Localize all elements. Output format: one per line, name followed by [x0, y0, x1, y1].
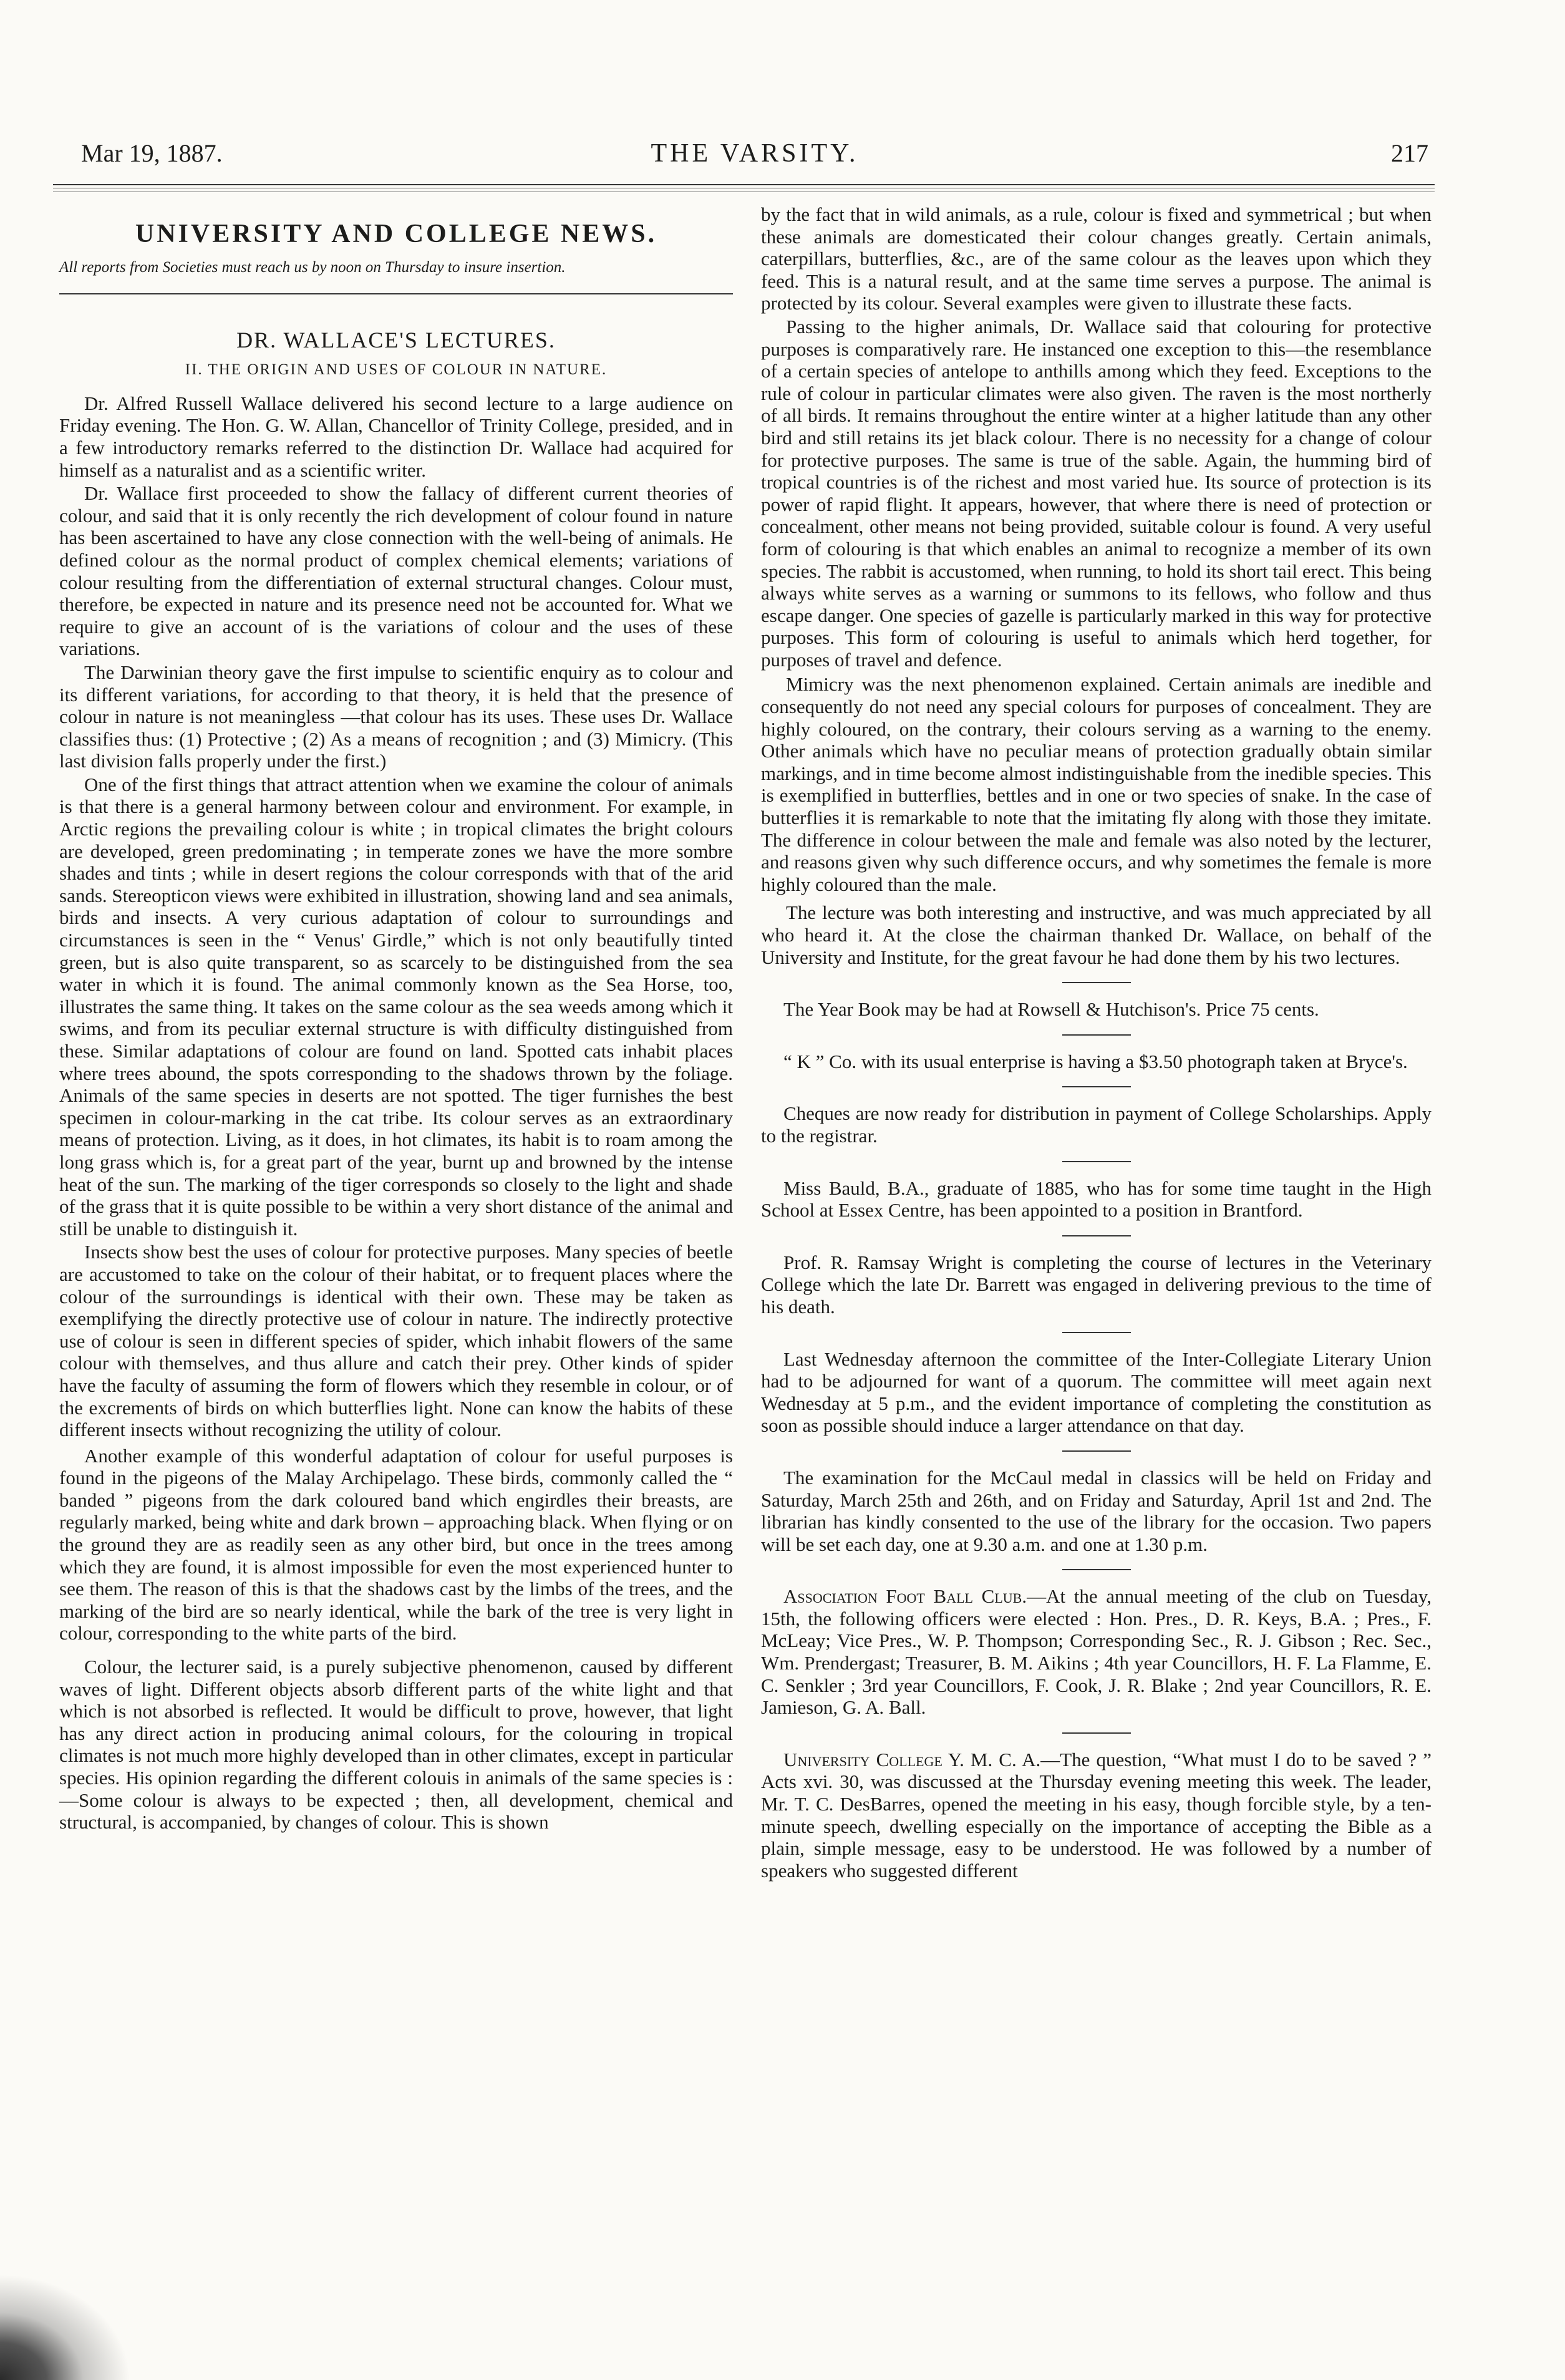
article-paragraph: Another example of this wonderful adaptation of colour for useful purposes is found in the pigeons of the Malay Archipelago. These birds, commonly called the “ banded ” pigeons from the dark coloured band which engirdles their breasts, are regularly marked, being white and dark brown – approaching black. When flying or on the ground they are as readily seen as any other bird, but once in the trees among which they are found, it is almost impossible for even the most experienced hunter to see them. The reason of this is that the shadows cast by the limbs of the trees, and the marking of the bird are so nearly identical, while the bark of the tree is very light in colour, corresponding to the white parts of the bird. — [59, 1444, 733, 1644]
right-column — [761, 203, 1432, 1882]
divider — [1062, 1034, 1131, 1036]
divider — [1062, 1732, 1131, 1734]
divider — [1062, 1569, 1131, 1570]
article-title: DR. WALLACE'S LECTURES. — [236, 327, 556, 352]
divider — [1062, 1235, 1131, 1236]
divider — [1062, 982, 1131, 983]
article-paragraph: The Darwinian theory gave the first impulse to scientific enquiry as to colour and its different variations, for according to that theory, it is held that the presence of colour in nature is not meaningless —that colour has its uses. These uses Dr. Wallace classifies thus: (1) Protective ; (2) As a means of recognition ; and (3) Mimicry. (This last division falls properly under the first.) — [59, 661, 733, 772]
article-paragraph: Mimicry was the next phenomenon explained. Certain animals are inedible and consequently do not need any special colours for purposes of concealment. They are highly coloured, on the contrary, their colours serving as a warning to the enemy. Other animals which have no peculiar means of protection gradually obtain similar markings, and in time become almost indistinguishable from the inedible species. This is exemplified in butterflies, bettles and in one or two species of snake. In the case of butterflies it is remarkable to note that the imitating fly along with those they imitate. The difference in colour between the male and female was also noted by the lecturer, and reasons given why such difference occurs, and why sometimes the female is more highly coloured than the male. — [761, 673, 1432, 895]
ymca-heading: University College Y. M. C. A. — [783, 1748, 1041, 1770]
left-column — [59, 200, 733, 1834]
news-item: Last Wednesday afternoon the committee of the Inter-Collegiate Literary Union had to be adjourned for want of a quorum. The committee will meet again next Wednesday at 5 p.m., and the evident importance of completing the constitution as soon as possible should induce a larger attendance on that day. — [761, 1348, 1432, 1437]
issue-date: Mar 19, 1887. — [81, 139, 223, 167]
page-number: 217 — [1391, 139, 1428, 167]
news-item: The Year Book may be had at Rowsell & Hutchison's. Price 75 cents. — [783, 998, 1319, 1021]
news-item: Miss Bauld, B.A., graduate of 1885, who has for some time taught in the High School at Essex Centre, has been appointed to a position in Brantford. — [761, 1177, 1432, 1222]
news-items — [761, 982, 1432, 1882]
divider — [1062, 1161, 1131, 1162]
article-paragraph: The lecture was both interesting and instructive, and was much appreciated by all who heard it. At the close the chairman thanked Dr. Wallace, on behalf of the University and Institute, for the great favour he had done them by his two lectures. — [761, 901, 1432, 968]
article-paragraph: Colour, the lecturer said, is a purely subjective phenomenon, caused by different waves of light. Different objects absorb different parts of the white light and that which is not absorbed is reflected. It would be difficult to prove, however, that light has any direct action in producing animal colours, for the colouring in tropical climates is not much more highly developed than in other climates, except in particular species. His opinion regarding the different colouis in animals of the same species is :—Some colour is always to be expected ; then, all development, chemical and structural, is accompanied, by changes of colour. This is shown — [59, 1656, 733, 1834]
news-item-football — [761, 1585, 1432, 1719]
article-paragraph: Dr. Alfred Russell Wallace delivered his second lecture to a large audience on Friday evening. The Hon. G. W. Allan, Chancellor of Trinity College, presided, and in a few introductory remarks referred to the distinction Dr. Wallace had acquired for himself as a naturalist and as a scientific writer. — [59, 392, 733, 481]
divider — [1062, 1086, 1131, 1087]
news-item: Prof. R. Ramsay Wright is completing the course of lectures in the Veterinary College which the late Dr. Barrett was engaged in delivering previous to the time of his death. — [761, 1251, 1432, 1318]
article-paragraph: Insects show best the uses of colour for protective purposes. Many species of beetle are accustomed to take on the colour of their habitat, or to frequent places where the colour of the surroundings is identical with their own. These may be taken as exemplifying the directly protective use of colour in nature. The indirectly protective use of colour is seen in different species of spider, which inhabit flowers of the same colour with themselves, and thus allure and catch their prey. Other kinds of spider have the faculty of assuming the form of flowers which they resemble in colour, or of the excrements of birds on which butterflies light. None can know the habits of these different insects without recognizing the utility of colour. — [59, 1241, 733, 1441]
article-paragraph: Passing to the higher animals, Dr. Wallace said that colouring for protective purposes is comparatively rare. He instanced one exception to this—the resemblance of a certain species of antelope to anthills among which they feed. Exceptions to the rule of colour in particular climates were also given. The raven is the most northerly of all birds. It remains throughout the entire winter at a higher latitude than any other bird and still retains its jet black colour. There is no necessity for a change of colour for protective purposes. The same is true of the sable. Again, the humming bird of tropical countries is of the richest and most varied hue. Its source of protection is its power of rapid flight. It appears, however, that where there is need of protection or concealment, other means not being provided, suitable colour is found. A very useful form of colouring is that which enables an animal to recognize a member of its own species. The rabbit is accustomed, when running, to hold its short tail erect. This being always white serves as a warning or summons to its fellows, who follow and thus escape danger. One species of gazelle is particularly marked in this way for protective purposes. This form of colouring is useful to animals which herd together, for purposes of travel and defence. — [761, 315, 1432, 671]
divider — [1062, 1332, 1131, 1333]
article-subtitle: II. THE ORIGIN AND USES OF COLOUR IN NATURE. — [185, 361, 608, 379]
divider — [1062, 1450, 1131, 1452]
news-item-ymca — [761, 1749, 1432, 1882]
article-paragraph: One of the first things that attract attention when we examine the colour of animals is that there is a general harmony between colour and environment. For example, in Arctic regions the prevailing colour is white ; in tropical climates the bright colours are developed, green predominating ; in temperate zones we have the more sombre shades and tints ; while in desert regions the colour corresponds with that of the arid sands. Stereopticon views were exhibited in illustration, showing land and sea animals, birds and insects. A very curious adaptation of colour to surroundings and circumstances is seen in the “ Venus' Girdle,” which is not only beautifully tinted green, but is also quite transparent, so as scarcely to be distinguished from the sea water in which it is found. The animal commonly known as the Sea Horse, too, illustrates the same thing. It takes on the same colour as the sea weeds among which it swims, and from its peculiar external structure is with difficulty distinguished from these. Similar adaptations of colour are found on land. Spotted cats inhabit places where trees abound, the spots corresponding to the shadows thrown by the foliage. Animals of the same species in deserts are not spotted. The tiger furnishes the best specimen in colour-marking in the cat tribe. Its colour serves as an extraordinary means of protection. Living, as it does, in hot climates, its habit is to roam among the long grass which is, for a great part of the year, burnt up and browned by the intense heat of the sun. The marking of the tiger corresponds so closely to the light and shade of the grass that it is quite possible to be within a very short distance of the animal and still be unable to distinguish it. — [59, 773, 733, 1240]
football-text: —At the annual meeting of the club on Tuesday, 15th, the following officers were elected : Hon. Pres., D. R. Keys, B.A. ; Pres., F. McLeay; Vice Pres., W. P. Thompson; Corresponding Sec., R. J. Gibson ; Rec. Sec., Wm. Prendergast; Treasurer, B. M. Aikins ; 4th year Councillors, H. F. La Flamme, E. C. Senkler ; 3rd year Councillors, F. Cook, J. R. Blake ; 2nd year Councillors, R. E. Jamieson, G. A. Ball. — [761, 1585, 1432, 1719]
article-paragraph-continued: by the fact that in wild animals, as a rule, colour is fixed and symmetrical ; but when these animals are domesticated their colour changes greatly. Certain animals, caterpillars, butterflies, &c., are of the same colour as the leaves upon which they feed. This is a natural result, and at the same time serves a purpose. The animal is protected by its colour. Several examples were given to illustrate these facts. — [761, 203, 1432, 314]
article-paragraph: Dr. Wallace first proceeded to show the fallacy of different current theories of colour, and said that it is only recently the rich development of colour found in nature has been ascertained to have any close connection with the well-being of animals. He defined colour as the normal product of complex chemical elements; variations of colour resulting from the differentiation of external structural changes. Colour must, therefore, be expected in nature and its presence need not be accounted for. What we require to give an account of is the variations of colour and the uses of these variations. — [59, 482, 733, 660]
section-title: UNIVERSITY AND COLLEGE NEWS. — [135, 220, 657, 248]
news-item: Cheques are now ready for distribution in payment of College Scholarships. Apply to the registrar. — [761, 1102, 1432, 1147]
running-head — [81, 138, 1428, 182]
news-item: The examination for the McCaul medal in classics will be held on Friday and Saturday, March 25th and 26th, and on Friday and Saturday, April 1st and 2nd. The librarian has kindly consented to the use of the library for the occasion. Two papers will be set each day, one at 9.30 a.m. and one at 1.30 p.m. — [761, 1466, 1432, 1555]
section-rule — [59, 293, 733, 294]
ymca-text: —The question, “What must I do to be saved ? ” Acts xvi. 30, was discussed at the Thursday evening meeting this week. The leader, Mr. T. C. DesBarres, opened the meeting in his easy, though forcible style, by a ten-minute speech, dwelling especially on the importance of accepting the Bible as a plain, simple message, easy to be understood. He was followed by a number of speakers who suggested different — [761, 1748, 1432, 1882]
football-heading: Association Foot Ball Club. — [783, 1585, 1027, 1608]
section-notice: All reports from Societies must reach us by noon on Thursday to insure insertion. — [59, 258, 566, 276]
scan-shadow — [0, 2274, 131, 2380]
header-rule — [53, 184, 1435, 188]
publication-title: THE VARSITY. — [651, 139, 859, 168]
news-item: “ K ” Co. with its usual enterprise is having a $3.50 photograph taken at Bryce's. — [783, 1050, 1408, 1072]
